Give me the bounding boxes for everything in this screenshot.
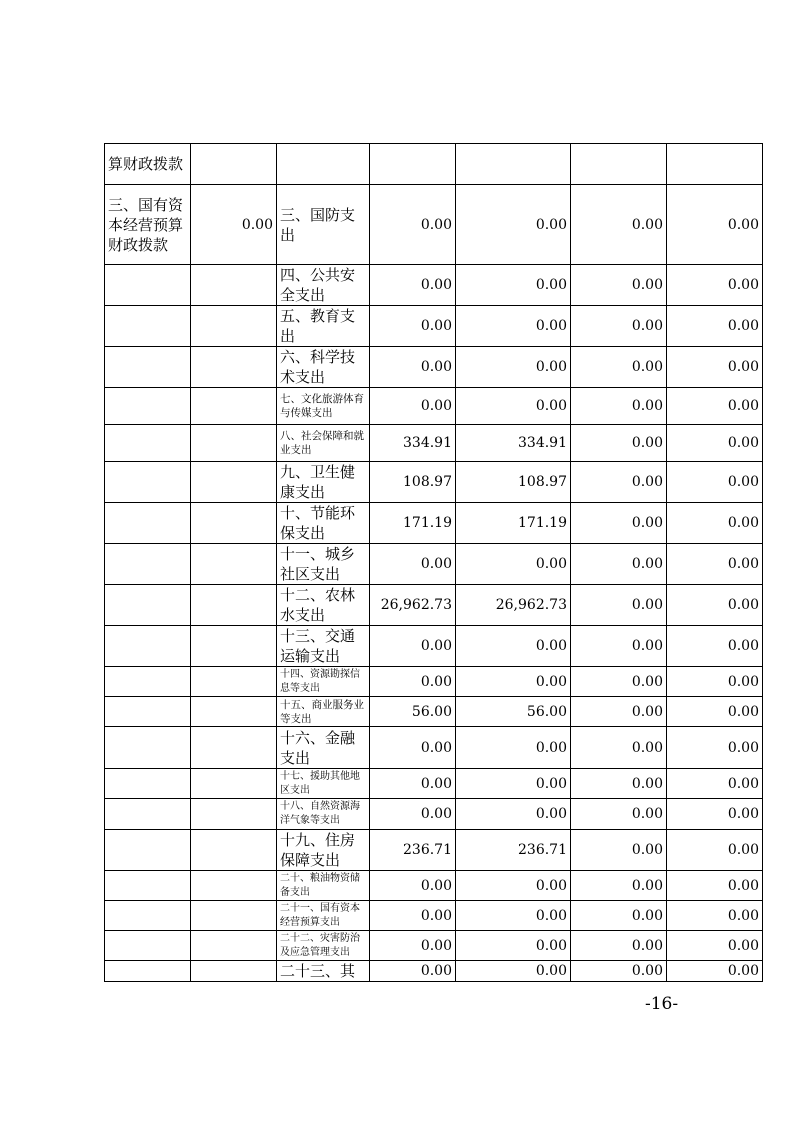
expense-state-capital-cell: 0.00 <box>667 585 763 626</box>
expense-general-cell: 26,962.73 <box>456 585 571 626</box>
expense-fund-cell: 0.00 <box>571 931 667 961</box>
expense-item-cell <box>277 961 370 982</box>
expense-total-cell: 0.00 <box>370 265 456 306</box>
expense-state-capital-cell: 0.00 <box>667 830 763 871</box>
expense-fund-cell: 0.00 <box>571 462 667 503</box>
expense-fund-cell: 0.00 <box>571 626 667 667</box>
income-amount-cell <box>191 769 277 799</box>
expense-general-cell: 0.00 <box>456 769 571 799</box>
expense-item-label: 十二、农林水支出 <box>280 586 356 624</box>
income-amount-cell <box>191 931 277 961</box>
table-row <box>105 901 763 931</box>
income-amount-cell <box>191 961 277 982</box>
expense-item-cell <box>277 144 370 185</box>
expense-fund-cell: 0.00 <box>571 871 667 901</box>
income-item-cell <box>105 871 191 901</box>
income-amount-cell <box>191 544 277 585</box>
table-row <box>105 503 763 544</box>
expense-total-cell: 0.00 <box>370 306 456 347</box>
expense-fund-cell <box>571 144 667 185</box>
expense-total-cell <box>370 144 456 185</box>
expense-item-label: 四、公共安全支出 <box>280 266 356 304</box>
income-item-cell <box>105 769 191 799</box>
table-row <box>105 306 763 347</box>
expense-state-capital-cell: 0.00 <box>667 961 763 982</box>
expense-total-cell: 0.00 <box>370 871 456 901</box>
income-amount-cell <box>191 462 277 503</box>
income-item-cell <box>105 961 191 982</box>
expense-fund-cell: 0.00 <box>571 425 667 462</box>
expense-state-capital-cell: 0.00 <box>667 697 763 727</box>
expense-state-capital-cell: 0.00 <box>667 931 763 961</box>
expense-total-cell: 108.97 <box>370 462 456 503</box>
income-item-cell <box>105 144 191 185</box>
table-row <box>105 667 763 697</box>
income-item-cell <box>105 388 191 425</box>
income-item-cell <box>105 901 191 931</box>
table-row <box>105 727 763 769</box>
expense-item-cell <box>277 769 370 799</box>
income-item-cell <box>105 585 191 626</box>
expense-general-cell: 236.71 <box>456 830 571 871</box>
income-amount-cell <box>191 503 277 544</box>
expense-fund-cell: 0.00 <box>571 585 667 626</box>
income-amount-cell <box>191 830 277 871</box>
budget-table-body <box>105 144 763 982</box>
expense-item-cell <box>277 901 370 931</box>
expense-general-cell: 0.00 <box>456 871 571 901</box>
expense-item-label: 十九、住房保障支出 <box>280 831 356 869</box>
income-amount-cell: 0.00 <box>191 185 277 265</box>
table-row <box>105 626 763 667</box>
expense-item-cell <box>277 697 370 727</box>
expense-general-cell: 0.00 <box>456 388 571 425</box>
expense-state-capital-cell: 0.00 <box>667 544 763 585</box>
income-item-cell <box>105 347 191 388</box>
expense-item-label: 十四、资源勘探信息等支出 <box>280 668 360 694</box>
expense-total-cell: 0.00 <box>370 931 456 961</box>
expense-general-cell: 0.00 <box>456 544 571 585</box>
expense-item-cell <box>277 265 370 306</box>
expense-general-cell: 0.00 <box>456 265 571 306</box>
expense-fund-cell: 0.00 <box>571 799 667 830</box>
expense-total-cell: 0.00 <box>370 799 456 830</box>
income-item-cell <box>105 265 191 306</box>
income-item-label: 三、国有资本经营预算财政拨款 <box>108 195 184 254</box>
expense-total-cell: 0.00 <box>370 667 456 697</box>
expense-fund-cell: 0.00 <box>571 901 667 931</box>
page-number: -16- <box>645 994 679 1014</box>
income-item-cell <box>105 425 191 462</box>
table-row <box>105 544 763 585</box>
expense-state-capital-cell: 0.00 <box>667 185 763 265</box>
table-row <box>105 871 763 901</box>
expense-total-cell: 56.00 <box>370 697 456 727</box>
expense-state-capital-cell: 0.00 <box>667 503 763 544</box>
expense-state-capital-cell: 0.00 <box>667 667 763 697</box>
expense-state-capital-cell: 0.00 <box>667 462 763 503</box>
expense-item-label: 十一、城乡社区支出 <box>280 545 356 583</box>
expense-general-cell: 0.00 <box>456 185 571 265</box>
expense-state-capital-cell: 0.00 <box>667 388 763 425</box>
expense-total-cell: 26,962.73 <box>370 585 456 626</box>
income-amount-cell <box>191 727 277 769</box>
expense-fund-cell: 0.00 <box>571 961 667 982</box>
expense-general-cell: 334.91 <box>456 425 571 462</box>
table-row <box>105 265 763 306</box>
table-row <box>105 185 763 265</box>
expense-item-label: 十五、商业服务业等支出 <box>280 698 364 725</box>
expense-state-capital-cell: 0.00 <box>667 626 763 667</box>
expense-item-cell <box>277 185 370 265</box>
expense-total-cell: 0.00 <box>370 901 456 931</box>
expense-general-cell: 0.00 <box>456 901 571 931</box>
expense-total-cell: 0.00 <box>370 544 456 585</box>
expense-fund-cell: 0.00 <box>571 544 667 585</box>
income-amount-cell <box>191 697 277 727</box>
income-item-cell <box>105 727 191 769</box>
expense-fund-cell: 0.00 <box>571 265 667 306</box>
income-amount-cell <box>191 799 277 830</box>
expense-general-cell: 0.00 <box>456 626 571 667</box>
expense-item-cell <box>277 425 370 462</box>
income-item-cell <box>105 544 191 585</box>
income-amount-cell <box>191 265 277 306</box>
expense-item-label: 七、文化旅游体育与传媒支出 <box>280 393 364 419</box>
expense-general-cell: 171.19 <box>456 503 571 544</box>
expense-general-cell: 0.00 <box>456 961 571 982</box>
table-row <box>105 144 763 185</box>
expense-general-cell: 0.00 <box>456 306 571 347</box>
expense-fund-cell: 0.00 <box>571 727 667 769</box>
income-amount-cell <box>191 347 277 388</box>
expense-item-label: 五、教育支出 <box>280 307 356 345</box>
table-row <box>105 799 763 830</box>
expense-total-cell: 0.00 <box>370 347 456 388</box>
expense-state-capital-cell: 0.00 <box>667 799 763 830</box>
expense-general-cell <box>456 144 571 185</box>
expense-item-label: 二十三、其 <box>280 962 356 980</box>
expense-state-capital-cell: 0.00 <box>667 901 763 931</box>
expense-item-label: 八、社会保障和就业支出 <box>280 430 364 456</box>
expense-total-cell: 334.91 <box>370 425 456 462</box>
income-amount-cell <box>191 425 277 462</box>
income-amount-cell <box>191 306 277 347</box>
income-item-cell <box>105 667 191 697</box>
expense-item-cell <box>277 388 370 425</box>
table-row <box>105 769 763 799</box>
expense-general-cell: 108.97 <box>456 462 571 503</box>
expense-item-cell <box>277 931 370 961</box>
expense-state-capital-cell: 0.00 <box>667 769 763 799</box>
expense-total-cell: 0.00 <box>370 727 456 769</box>
table-row <box>105 961 763 982</box>
expense-item-cell <box>277 503 370 544</box>
expense-state-capital-cell: 0.00 <box>667 425 763 462</box>
expense-total-cell: 0.00 <box>370 626 456 667</box>
expense-item-cell <box>277 830 370 871</box>
income-amount-cell <box>191 144 277 185</box>
expense-item-cell <box>277 462 370 503</box>
expense-fund-cell: 0.00 <box>571 503 667 544</box>
income-amount-cell <box>191 667 277 697</box>
expense-item-label: 六、科学技术支出 <box>280 348 356 386</box>
expense-total-cell: 236.71 <box>370 830 456 871</box>
table-row <box>105 830 763 871</box>
expense-item-cell <box>277 727 370 769</box>
table-row <box>105 425 763 462</box>
expense-fund-cell: 0.00 <box>571 185 667 265</box>
expense-item-cell <box>277 626 370 667</box>
table-row <box>105 347 763 388</box>
income-item-cell <box>105 830 191 871</box>
expense-item-label: 二十一、国有资本经营预算支出 <box>280 902 360 928</box>
expense-item-cell <box>277 544 370 585</box>
expense-general-cell: 0.00 <box>456 931 571 961</box>
expense-fund-cell: 0.00 <box>571 347 667 388</box>
income-amount-cell <box>191 626 277 667</box>
income-amount-cell <box>191 388 277 425</box>
expense-item-cell <box>277 799 370 830</box>
expense-total-cell: 0.00 <box>370 961 456 982</box>
expense-item-cell <box>277 667 370 697</box>
expense-state-capital-cell: 0.00 <box>667 871 763 901</box>
expense-fund-cell: 0.00 <box>571 830 667 871</box>
expense-item-label: 十、节能环保支出 <box>280 504 356 542</box>
table-row <box>105 931 763 961</box>
expense-item-cell <box>277 306 370 347</box>
expense-state-capital-cell: 0.00 <box>667 306 763 347</box>
income-item-cell <box>105 697 191 727</box>
expense-state-capital-cell <box>667 144 763 185</box>
income-amount-cell <box>191 585 277 626</box>
expense-state-capital-cell: 0.00 <box>667 265 763 306</box>
expense-state-capital-cell: 0.00 <box>667 727 763 769</box>
expense-item-label: 十六、金融支出 <box>280 728 356 767</box>
income-amount-cell <box>191 871 277 901</box>
expense-general-cell: 0.00 <box>456 727 571 769</box>
expense-fund-cell: 0.00 <box>571 769 667 799</box>
income-item-label: 算财政拨款 <box>108 155 184 173</box>
expense-item-label: 十八、自然资源海洋气象等支出 <box>280 801 360 826</box>
income-item-cell <box>105 185 191 265</box>
expense-fund-cell: 0.00 <box>571 306 667 347</box>
expense-fund-cell: 0.00 <box>571 667 667 697</box>
expense-general-cell: 0.00 <box>456 667 571 697</box>
income-item-cell <box>105 503 191 544</box>
expense-fund-cell: 0.00 <box>571 697 667 727</box>
expense-item-cell <box>277 347 370 388</box>
income-item-cell <box>105 306 191 347</box>
expense-total-cell: 0.00 <box>370 769 456 799</box>
table-row <box>105 585 763 626</box>
expense-total-cell: 0.00 <box>370 185 456 265</box>
expense-fund-cell: 0.00 <box>571 388 667 425</box>
expense-item-label: 二十二、灾害防治及应急管理支出 <box>280 932 360 958</box>
expense-item-label: 十三、交通运输支出 <box>280 627 356 665</box>
expense-total-cell: 0.00 <box>370 388 456 425</box>
expense-general-cell: 0.00 <box>456 799 571 830</box>
expense-item-cell <box>277 585 370 626</box>
income-item-cell <box>105 462 191 503</box>
expense-item-label: 十七、援助其他地区支出 <box>280 770 360 796</box>
expense-item-label: 二十、粮油物资储备支出 <box>280 872 360 898</box>
expense-item-cell <box>277 871 370 901</box>
budget-table <box>104 143 763 982</box>
expense-state-capital-cell: 0.00 <box>667 347 763 388</box>
income-item-cell <box>105 931 191 961</box>
expense-item-label: 九、卫生健康支出 <box>280 463 356 501</box>
income-item-cell <box>105 626 191 667</box>
income-amount-cell <box>191 901 277 931</box>
expense-total-cell: 171.19 <box>370 503 456 544</box>
table-row <box>105 388 763 425</box>
expense-general-cell: 56.00 <box>456 697 571 727</box>
table-row <box>105 462 763 503</box>
expense-item-label: 三、国防支出 <box>280 205 356 244</box>
income-item-cell <box>105 799 191 830</box>
table-row <box>105 697 763 727</box>
expense-general-cell: 0.00 <box>456 347 571 388</box>
